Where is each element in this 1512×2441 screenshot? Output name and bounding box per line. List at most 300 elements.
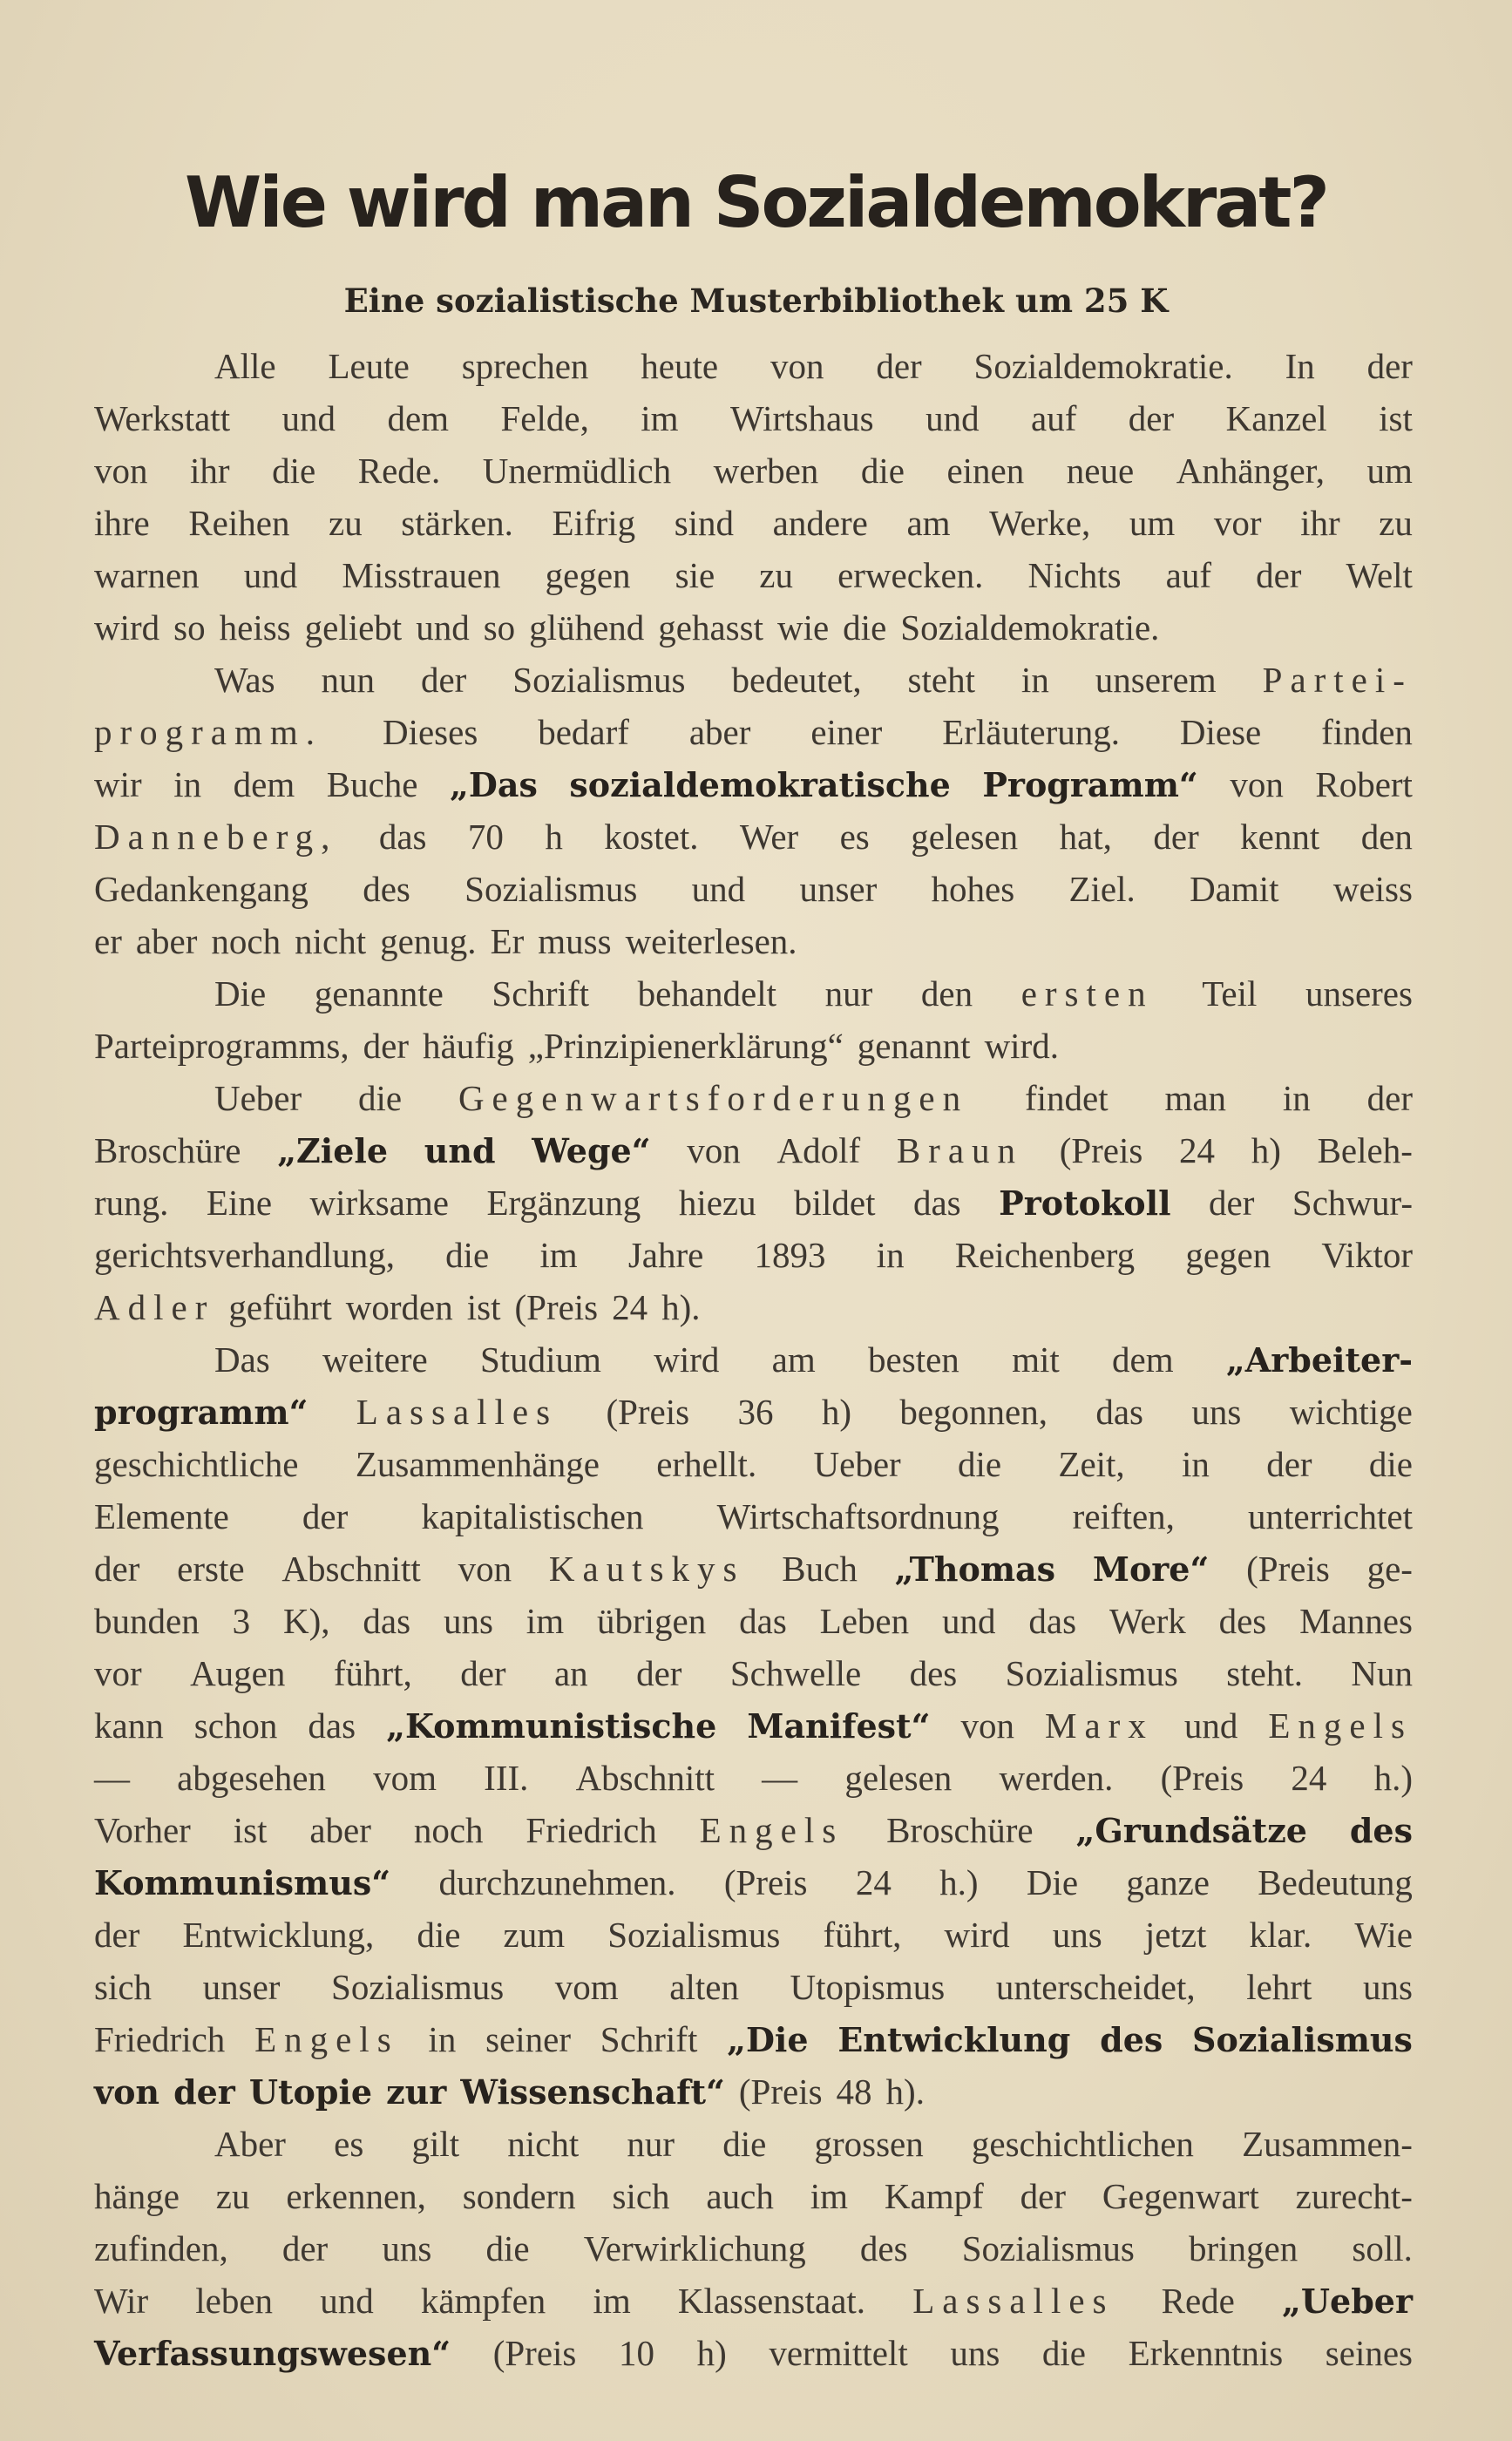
word: noch [211, 921, 281, 961]
word: Gegenwart [1102, 2176, 1259, 2216]
word: 70 [467, 817, 504, 857]
word: Sozialismus [961, 2228, 1135, 2268]
word: (Preis [723, 1862, 808, 1902]
word: jetzt [1144, 1915, 1207, 1955]
word: uns [950, 2333, 1000, 2373]
text-line [94, 1909, 1413, 1961]
word: die [1041, 2333, 1086, 2373]
word: uns [443, 1601, 493, 1641]
word: unserem [1095, 660, 1217, 700]
word: abgesehen [177, 1758, 326, 1798]
text-line [94, 549, 1413, 601]
word: wird [944, 1915, 1010, 1955]
word: es [334, 2124, 364, 2164]
word: „Prinzipienerklärung“ [527, 1026, 844, 1066]
word: kämpfen [420, 2281, 546, 2321]
word: das [1095, 1392, 1144, 1432]
word: bringen [1189, 2228, 1298, 2268]
word: der [876, 346, 922, 386]
word: ge- [1366, 1549, 1413, 1589]
word: hänge [94, 2176, 180, 2216]
word: auch [706, 2176, 774, 2216]
word: hiezu [678, 1183, 756, 1223]
text-line [94, 2222, 1413, 2275]
word: Robert [1315, 764, 1413, 804]
word: man [1164, 1078, 1227, 1118]
word: (Preis [1160, 1758, 1244, 1798]
bold-word: von [94, 2072, 160, 2112]
text-line [94, 1124, 1413, 1176]
word: Bedeutung [1258, 1862, 1413, 1902]
bold-word: „Ziele [277, 1131, 389, 1170]
word: 1893 [754, 1235, 826, 1275]
word: h.) [1373, 1758, 1413, 1798]
word: das [1028, 1601, 1077, 1641]
word: Sozialismus [331, 1967, 505, 2007]
bold-word: Protokoll [999, 1183, 1171, 1223]
text-line [94, 1699, 1413, 1752]
word: die [272, 451, 316, 491]
bold-word: Utopie [248, 2072, 373, 2112]
text-line [94, 1595, 1413, 1647]
word: zufinden, [94, 2228, 228, 2268]
word: sind [674, 503, 735, 543]
word: Adolf [776, 1130, 861, 1170]
word: aber [688, 712, 751, 752]
word: wir [94, 764, 142, 804]
spaced-word: Engels [699, 1810, 844, 1850]
word: einer [810, 712, 883, 752]
word: von [458, 1549, 512, 1589]
word: Rede. [357, 451, 441, 491]
word: um [1366, 451, 1413, 491]
word: Unermüdlich [482, 451, 672, 491]
word: und [691, 869, 746, 909]
text-line [94, 1856, 1413, 1909]
bold-word: zur [386, 2072, 447, 2112]
word: glühend [529, 607, 645, 648]
word: Aber [214, 2124, 286, 2164]
word: das [363, 1601, 411, 1641]
bold-word: „Das [450, 765, 538, 804]
word: sie [675, 555, 715, 595]
word: seines [1325, 2333, 1413, 2373]
bold-word: More“ [1092, 1549, 1210, 1589]
word: kostet. [604, 817, 699, 857]
word: vor [1213, 503, 1262, 543]
word: und [926, 398, 980, 438]
word: schon [193, 1705, 278, 1746]
word: der [460, 1653, 506, 1693]
word: Sozialismus [607, 1915, 781, 1955]
word: weiterlesen. [625, 921, 797, 961]
text-line [94, 1072, 1413, 1124]
word: Erläuterung. [942, 712, 1120, 752]
text-line [94, 1281, 1413, 1333]
word: (Preis [1246, 1549, 1330, 1589]
word: vor [94, 1653, 142, 1693]
word: in [1182, 1444, 1210, 1484]
word: zum [503, 1915, 566, 1955]
word: der [302, 1496, 349, 1536]
word: Friedrich [525, 1810, 657, 1850]
word: Teil [1202, 973, 1258, 1014]
text-line [94, 497, 1413, 549]
word: 24 [1179, 1130, 1216, 1170]
word: den [920, 973, 973, 1014]
word: zu [759, 555, 793, 595]
word: das [912, 1183, 961, 1223]
word: nur [627, 2124, 675, 2164]
word: und [416, 607, 470, 648]
word: ist [233, 1810, 268, 1850]
word: klar. [1249, 1915, 1312, 1955]
word: geschichtlichen [971, 2124, 1194, 2164]
word: führt, [333, 1653, 412, 1693]
text-line [94, 1386, 1413, 1438]
word: gegen [545, 555, 631, 595]
word: 24 [855, 1862, 892, 1902]
word: Augen [190, 1653, 286, 1693]
word: und [243, 555, 298, 595]
word: wichtige [1289, 1392, 1413, 1432]
word: uns [1362, 1967, 1413, 2007]
word: steht. [1226, 1653, 1303, 1693]
text-line [94, 967, 1413, 1020]
word: Kampf [884, 2176, 984, 2216]
word: (Preis [738, 2071, 823, 2112]
text-line [94, 1438, 1413, 1490]
word: und [320, 2281, 374, 2321]
word: 3 [232, 1601, 251, 1641]
word: das [739, 1601, 787, 1641]
spaced-word: Engels [1268, 1705, 1413, 1746]
word: Zusammen- [1242, 2124, 1413, 2164]
word: grossen [814, 2124, 924, 2164]
word: Wie [1354, 1915, 1413, 1955]
word: in [876, 1235, 905, 1275]
word: genug. [380, 921, 477, 961]
word: Die [1026, 1862, 1079, 1902]
word: Was [214, 660, 275, 700]
word: Abschnitt [281, 1549, 421, 1589]
word: 10 [618, 2333, 654, 2373]
word: vom [554, 1967, 619, 2007]
word: Jahre [627, 1235, 704, 1275]
word: gilt [411, 2124, 460, 2164]
word: finden [1321, 712, 1413, 752]
word: III. [484, 1758, 529, 1798]
word: begonnen, [899, 1392, 1048, 1432]
word: heute [641, 346, 719, 386]
word: führt, [823, 1915, 902, 1955]
word: und [1183, 1705, 1238, 1746]
word: im [641, 398, 679, 438]
word: Kanzel [1225, 398, 1327, 438]
bold-word: und [424, 1131, 496, 1170]
text-line [94, 2275, 1413, 2327]
word: h). [885, 2071, 925, 2112]
word: h) [696, 2333, 727, 2373]
word: worden [345, 1287, 453, 1327]
word: erkennen, [286, 2176, 426, 2216]
text-line [94, 2065, 1413, 2118]
word: des [909, 1653, 958, 1693]
word: ihr [1300, 503, 1340, 543]
word: der [1153, 817, 1199, 857]
text-line [94, 810, 1413, 863]
word: wird [94, 607, 160, 648]
word: Sozialismus [464, 869, 638, 909]
word: Er [490, 921, 525, 961]
word: kennt [1240, 817, 1320, 857]
word: Reihen [188, 503, 290, 543]
word: 24 [1291, 1758, 1327, 1798]
word: werden. [999, 1758, 1114, 1798]
text-line [94, 758, 1413, 810]
word: sich [612, 2176, 670, 2216]
text-line [94, 2118, 1413, 2170]
text-line [94, 1176, 1413, 1229]
word: Nun [1351, 1653, 1413, 1693]
word: erhellt. [656, 1444, 757, 1484]
word: zurecht- [1295, 2176, 1413, 2216]
word: neue [1066, 451, 1135, 491]
word: auf [1165, 555, 1211, 595]
word: rung. [94, 1183, 169, 1223]
word: reiften, [1072, 1496, 1175, 1536]
spaced-word: ersten [1020, 973, 1154, 1014]
word: Sozialdemokratie. [973, 346, 1233, 386]
word: übrigen [596, 1601, 707, 1641]
bold-word: „Die [727, 2020, 809, 2059]
word: 48 [836, 2071, 872, 2112]
word: lehrt [1246, 1967, 1312, 2007]
word: Verwirklichung [583, 2228, 806, 2268]
page-title: Wie wird man Sozialdemokrat? [185, 162, 1327, 243]
bold-word: programm“ [94, 1393, 309, 1432]
word: warnen [94, 555, 200, 595]
text-line [94, 1804, 1413, 1856]
bold-word: der [173, 2072, 235, 2112]
word: erste [177, 1549, 245, 1589]
word: h.) [939, 1862, 979, 1902]
word: an [553, 1653, 588, 1693]
word: der [363, 1026, 409, 1066]
text-line [94, 863, 1413, 915]
word: nicht [507, 2124, 580, 2164]
word: (Preis [492, 2333, 577, 2373]
word: der [636, 1653, 682, 1693]
word: uns [382, 2228, 432, 2268]
bold-word: Entwicklung [837, 2020, 1071, 2059]
bold-word: des [1349, 1811, 1413, 1850]
word: Leben [819, 1601, 910, 1641]
word: des [363, 869, 410, 909]
word: das [308, 1705, 356, 1746]
word: er [94, 921, 122, 961]
word: Beleh- [1317, 1130, 1413, 1170]
word: die [445, 1235, 490, 1275]
page-subtitle: Eine sozialistische Musterbibliothek um 25 K [343, 281, 1169, 320]
word: h) [821, 1392, 851, 1432]
word: die [958, 1444, 1002, 1484]
word: Diese [1179, 712, 1262, 752]
word: wie [776, 607, 830, 648]
word: aber [135, 921, 198, 961]
spaced-word: Kautskys [548, 1549, 745, 1589]
text-line [94, 915, 1413, 967]
word: wird. [984, 1026, 1059, 1066]
word: Das [214, 1339, 270, 1380]
word: stärken. [401, 503, 513, 543]
word: die [860, 451, 905, 491]
word: von [94, 451, 148, 491]
word: die [843, 607, 887, 648]
word: Felde, [500, 398, 589, 438]
word: nun [321, 660, 376, 700]
word: Dieses [382, 712, 478, 752]
word: Werk [1109, 1601, 1186, 1641]
word: im [539, 1235, 578, 1275]
word: mit [1012, 1339, 1060, 1380]
text-line [94, 444, 1413, 497]
word: Broschüre [886, 1810, 1034, 1850]
word: der [1209, 1183, 1255, 1223]
word: ist [1379, 398, 1413, 438]
spaced-word: Partei- [1262, 660, 1413, 700]
text-line [94, 706, 1413, 758]
word: sprechen [461, 346, 589, 386]
word: kapitalistischen [421, 1496, 644, 1536]
bold-word: Wege“ [532, 1131, 651, 1170]
word: unterscheidet, [995, 1967, 1196, 2007]
word: dem [387, 398, 450, 438]
word: Die [214, 973, 267, 1014]
word: Damit [1190, 869, 1279, 909]
word: Ueber [813, 1444, 901, 1484]
word: den [1360, 817, 1413, 857]
word: Vorher [94, 1810, 191, 1850]
word: sondern [462, 2176, 576, 2216]
word: Erkenntnis [1128, 2333, 1284, 2373]
spaced-word: programm. [94, 712, 323, 752]
word: erwecken. [837, 555, 984, 595]
word: und [942, 1601, 996, 1641]
word: gelesen [844, 1758, 953, 1798]
bold-word: „Kommunistische [386, 1706, 717, 1746]
word: der [1266, 1444, 1312, 1484]
word: Entwicklung, [182, 1915, 375, 1955]
word: von [687, 1130, 741, 1170]
word: K), [282, 1601, 330, 1641]
word: andere [772, 503, 868, 543]
word: Schwelle [729, 1653, 862, 1693]
word: Eifrig [552, 503, 636, 543]
word: zu [329, 503, 363, 543]
word: Werke, [989, 503, 1091, 543]
text-line [94, 601, 1413, 654]
word: Buch [782, 1549, 858, 1589]
word: ganze [1126, 1862, 1210, 1902]
word: hat, [1059, 817, 1112, 857]
word: vermittelt [769, 2333, 908, 2373]
word: am [771, 1339, 816, 1380]
word: zu [1379, 503, 1413, 543]
text-line [94, 1647, 1413, 1699]
word: leben [195, 2281, 274, 2321]
word: des [1218, 1601, 1267, 1641]
word: Wirtshaus [730, 398, 874, 438]
word: werben [713, 451, 819, 491]
word: ihr [190, 451, 230, 491]
word: die [722, 2124, 767, 2164]
word: h) [1251, 1130, 1281, 1170]
text-line [94, 2170, 1413, 2222]
word: von [1230, 764, 1284, 804]
word: noch [413, 1810, 484, 1850]
word: geschichtliche [94, 1444, 299, 1484]
word: genannte [314, 973, 444, 1014]
word: Alle [214, 346, 276, 386]
word: Abschnitt [575, 1758, 715, 1798]
text-line [94, 2013, 1413, 2065]
word: Klassenstaat. [677, 2281, 866, 2321]
word: Viktor [1321, 1235, 1413, 1275]
word: 24 [612, 1287, 648, 1327]
word: (Preis [514, 1287, 599, 1327]
word: Zusammenhänge [355, 1444, 600, 1484]
word: der [420, 660, 467, 700]
word: der [94, 1915, 140, 1955]
word: die [1368, 1444, 1413, 1484]
word: so [173, 607, 206, 648]
word: heiss [219, 607, 291, 648]
word: unterrichtet [1248, 1496, 1413, 1536]
word: Parteiprogramms, [94, 1026, 349, 1066]
word: Broschüre [94, 1130, 241, 1170]
text-line [94, 1752, 1413, 1804]
word: der [1256, 555, 1302, 595]
word: Zeit, [1058, 1444, 1125, 1484]
word: Utopismus [790, 1967, 946, 2007]
word: Schrift [600, 2019, 698, 2059]
word: — [762, 1758, 798, 1798]
bold-word: Programm“ [982, 765, 1198, 804]
word: geliebt [304, 607, 403, 648]
bold-word: Wissenschaft“ [460, 2072, 725, 2112]
word: unser [799, 869, 878, 909]
word: nicht [295, 921, 367, 961]
word: in [428, 2019, 457, 2059]
bold-word: „Arbeiter- [1225, 1340, 1413, 1380]
word: gehasst [658, 607, 763, 648]
word: durchzunehmen. [438, 1862, 676, 1902]
spaced-word: Marx [1045, 1705, 1154, 1746]
word: genannt [857, 1026, 971, 1066]
word: Welt [1346, 555, 1413, 595]
word: Anhänger, [1176, 451, 1326, 491]
text-line [94, 1490, 1413, 1543]
word: von [960, 1705, 1014, 1746]
word: bedarf [538, 712, 629, 752]
spaced-word: Danneberg, [94, 817, 338, 857]
word: Mannes [1299, 1601, 1413, 1641]
word: Leute [328, 346, 410, 386]
text-line [94, 340, 1413, 392]
word: Wir [94, 2281, 149, 2321]
word: es [839, 817, 870, 857]
